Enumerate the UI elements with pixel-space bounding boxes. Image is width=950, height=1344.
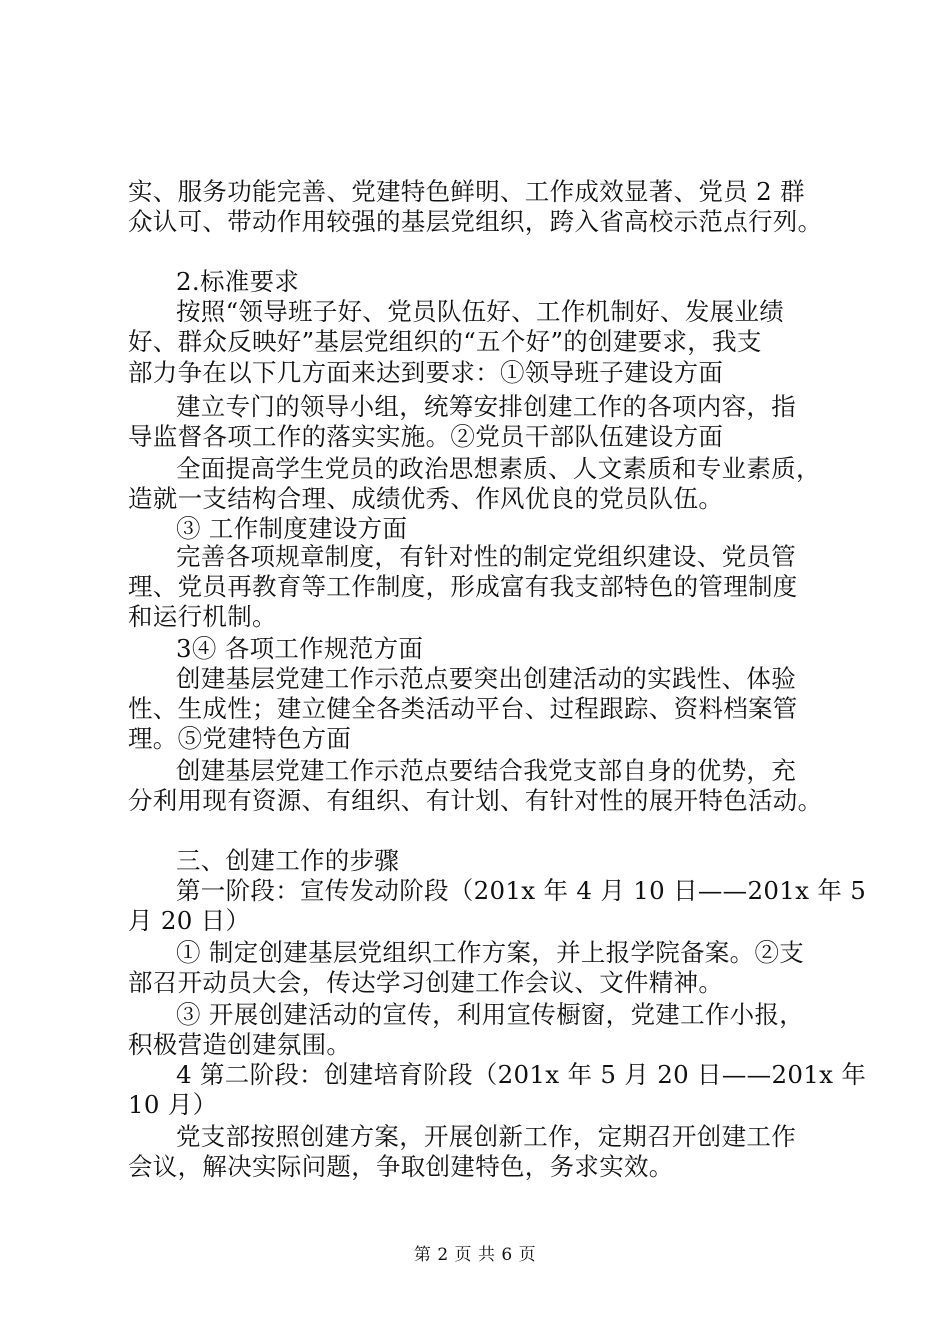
page-number-footer: 第 2 页 共 6 页	[413, 1245, 537, 1265]
body-text-line: 10 月）	[128, 1090, 218, 1119]
body-text-line: 好、群众反映好”基层党组织的“五个好”的创建要求，我支	[128, 327, 762, 356]
body-text-line: 全面提高学生党员的政治思想素质、人文素质和专业素质，	[176, 454, 821, 483]
body-text-line: ① 制定创建基层党组织工作方案，并上报学院备案。②支	[176, 938, 805, 967]
body-text-line: 部召开动员大会，传达学习创建工作会议、文件精神。	[128, 968, 724, 997]
body-text-line: 众认可、带动作用较强的基层党组织，跨入省高校示范点行列。	[128, 207, 823, 236]
body-text-line: 会议，解决实际问题，争取创建特色，务求实效。	[128, 1152, 674, 1181]
body-text-line: 按照“领导班子好、党员队伍好、工作机制好、发展业绩	[176, 297, 785, 326]
body-text-line: 创建基层党建工作示范点要结合我党支部自身的优势，充	[176, 756, 796, 785]
body-text-line: 性、生成性；建立健全各类活动平台、过程跟踪、资料档案管	[128, 694, 798, 723]
body-text-line: ③ 开展创建活动的宣传，利用宣传橱窗，党建工作小报，	[176, 1000, 805, 1029]
body-text-line: 理、党员再教育等工作制度，形成富有我支部特色的管理制度	[128, 572, 798, 601]
body-text-line: 理。⑤党建特色方面	[128, 724, 352, 753]
body-text-line: 分利用现有资源、有组织、有计划、有针对性的展开特色活动。	[128, 786, 823, 815]
body-text-line: 4 第二阶段：创建培育阶段（201x 年 5 月 20 日——201x 年	[176, 1060, 867, 1089]
sub-heading: ③ 工作制度建设方面	[176, 514, 408, 543]
section-heading: 三、创建工作的步骤	[176, 846, 400, 875]
section-heading: 2.标准要求	[176, 267, 300, 296]
body-text-line: 建立专门的领导小组，统筹安排创建工作的各项内容，指	[176, 392, 796, 421]
body-text-line: 创建基层党建工作示范点要突出创建活动的实践性、体验	[176, 664, 796, 693]
body-text-line: 造就一支结构合理、成绩优秀、作风优良的党员队伍。	[128, 484, 724, 513]
body-text-line: 部力争在以下几方面来达到要求：①领导班子建设方面	[128, 358, 724, 387]
body-text-line: 积极营造创建氛围。	[128, 1030, 352, 1059]
body-text-line: 实、服务功能完善、党建特色鲜明、工作成效显著、党员 2 群	[128, 177, 805, 206]
body-text-line: 第一阶段：宣传发动阶段（201x 年 4 月 10 日——201x 年 5	[176, 876, 867, 905]
body-text-line: 导监督各项工作的落实实施。②党员干部队伍建设方面	[128, 422, 724, 451]
sub-heading: 3④ 各项工作规范方面	[176, 634, 424, 663]
body-text-line: 月 20 日）	[128, 906, 251, 935]
body-text-line: 和运行机制。	[128, 602, 277, 631]
body-text-line: 完善各项规章制度，有针对性的制定党组织建设、党员管	[176, 542, 796, 571]
body-text-line: 党支部按照创建方案，开展创新工作，定期召开创建工作	[176, 1122, 796, 1151]
